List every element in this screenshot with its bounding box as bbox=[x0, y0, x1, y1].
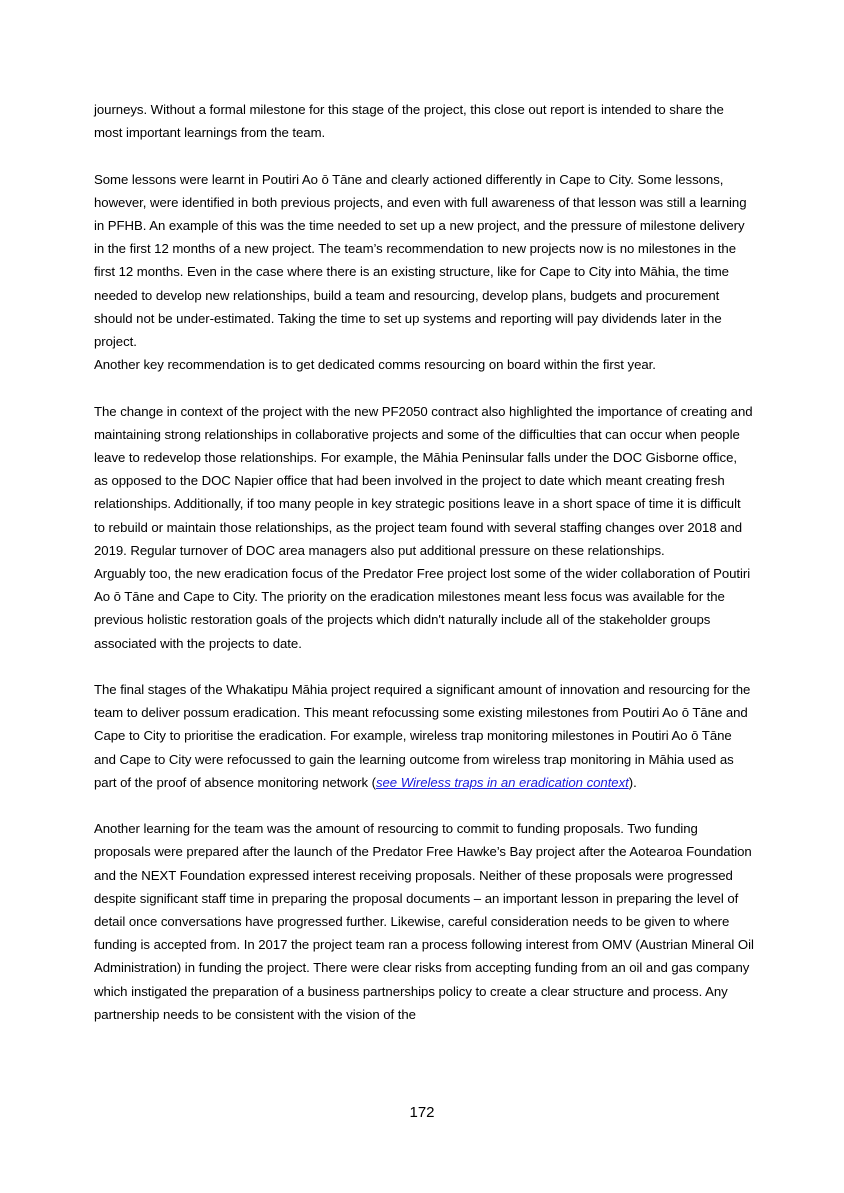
paragraph-funding: Another learning for the team was the amount of resourcing to commit to funding proposals. Two funding proposals were prepared after the launch of the Predator Free Hawke’s Bay project after the Aotearoa Foundation and the NEXT Foundation expressed interest receiving proposals. Neither of these proposals were progressed despite significant staff time in preparing the proposal documents – an important lesson in preparing the level of detail once conversations have progressed further. Likewise, careful consideration needs to be given to where funding is accepted from. In 2017 the project team ran a process following interest from OMV (Austrian Mineral Oil Administration) in funding the project. There were clear risks from accepting funding from an oil and gas company which instigated the preparation of a business partnerships policy to create a clear structure and process. Any partnership needs to be consistent with the vision of the bbox=[94, 821, 754, 1022]
page-number: 172 bbox=[409, 1104, 435, 1121]
wireless-traps-link[interactable]: see Wireless traps in an eradication context bbox=[375, 774, 629, 790]
paragraph-whakatipu bbox=[94, 678, 754, 794]
paragraph-context-change: The change in context of the project with the new PF2050 contract also highlighted the importance of creating and maintaining strong relationships in collaborative projects and some of the difficulties that can occur when people leave to redevelop those relationships. For example, the Māhia Peninsular falls under the DOC Gisborne office, as opposed to the DOC Napier office that had been involved in the project to date which meant creating fresh relationships. Additionally, if too many people in key strategic positions leave in a short space of time it is difficult to rebuild or maintain those relationships, as the project team found with several staffing changes over 2018 and 2019. Regular turnover of DOC area managers also put additional pressure on these relationships. bbox=[94, 403, 753, 558]
paragraph-intro: journeys. Without a formal milestone for this stage of the project, this close out report is intended to share the most important learnings from the team. bbox=[94, 102, 724, 141]
document-body bbox=[94, 98, 754, 1026]
whakatipu-text-end: ). bbox=[628, 774, 637, 790]
paragraph-lessons: Some lessons were learnt in Poutiri Ao ō Tāne and clearly actioned differently in Cape to City. Some lessons, however, were identified in both previous projects, and even with full awareness of that lesson was still a learning in PFHB. An example of this was the time needed to set up a new project, and the pressure of milestone delivery in the first 12 months of a new project. The team’s recommendation to new projects now is no milestones in the first 12 months. Even in the case where there is an existing structure, like for Cape to City into Māhia, the time needed to develop new relationships, build a team and resourcing, develop plans, budgets and procurement should not be under-estimated. Taking the time to set up systems and reporting will pay dividends later in the project. bbox=[94, 171, 747, 350]
whakatipu-text: The final stages of the Whakatipu Māhia project required a significant amount of innovation and resourcing for the team to deliver possum eradication. This meant refocussing some existing milestones from Poutiri Ao ō Tāne and Cape to City to prioritise the eradication. For example, wireless trap monitoring milestones in Poutiri Ao ō Tāne and Cape to City were refocussed to gain the learning outcome from wireless trap monitoring in Māhia used as part of the proof of absence monitoring network ( bbox=[94, 682, 751, 790]
paragraph-comms-recommendation: Another key recommendation is to get dedicated comms resourcing on board within the first year. bbox=[94, 357, 656, 373]
paragraph-eradication-focus: Arguably too, the new eradication focus of the Predator Free project lost some of the wider collaboration of Poutiri Ao ō Tāne and Cape to City. The priority on the eradication milestones meant less focus was available for the previous holistic restoration goals of the projects which didn't naturally include all of the stakeholder groups associated with the projects to date. bbox=[94, 566, 751, 651]
